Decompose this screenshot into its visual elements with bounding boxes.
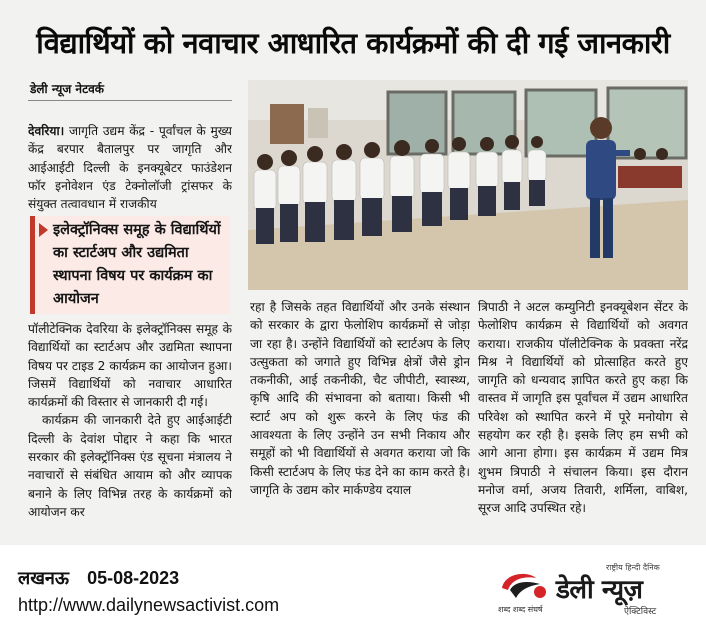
highlight-arrow-icon bbox=[39, 223, 48, 237]
article-intro bbox=[28, 122, 232, 214]
article-column-2 bbox=[250, 298, 470, 544]
column-1-paragraph-1: पॉलीटेक्निक देवरिया के इलेक्ट्रॉनिक्स समूह के विद्यार्थियों का स्टार्टअप और उद्यमिता स्थापना विषय पर टाइड 2 कार्यक्रम का आयोजन हुआ। जिसमें विद्यार्थियों को नवाचार आधारित कार्यक्रमों की विस्तार से जानकारी दी गई। bbox=[28, 322, 232, 410]
article-headline: विद्यार्थियों को नवाचार आधारित कार्यक्रमों की दी गई जानकारी bbox=[36, 25, 670, 60]
newspaper-logo-icon bbox=[496, 568, 552, 604]
brand-tagline: शब्द शब्द संघर्ष bbox=[498, 605, 543, 614]
article-intro-text: जागृति उद्यम केंद्र - पूर्वांचल के मुख्य केंद्र बरपार बैतालपुर पर जागृति और आईआईटी दिल्ली के इनक्यूबेटर फाउंडेशन फॉर इनोवेशन एंड टेक्नोलॉजी ट्रांसफर के संयुक्त तत्वावधान में राजकीय bbox=[28, 124, 232, 212]
article-column-3 bbox=[478, 298, 688, 544]
event-photo bbox=[248, 80, 688, 290]
byline-divider bbox=[28, 100, 232, 101]
website-url[interactable]: http://www.dailynewsactivist.com bbox=[18, 595, 280, 615]
edition-line bbox=[18, 566, 179, 590]
article-dateline: देवरिया। bbox=[28, 124, 65, 138]
edition-city: लखनऊ bbox=[18, 568, 70, 588]
highlight-text: इलेक्ट्रॉनिक्स समूह के विद्यार्थियों का स्टार्टअप और उद्यमिता स्थापना विषय पर कार्यक्रम का आयोजन bbox=[53, 222, 221, 307]
newspaper-brand bbox=[496, 562, 692, 620]
article-column-1 bbox=[28, 320, 232, 544]
column-2-text: रहा है जिसके तहत विद्यार्थियों और उनके संस्थान को सरकार के द्वारा फेलोशिप कार्यक्रमों से जोड़ा जा रहा है। उन्होंने विद्यार्थियों को स्टार्टअप के लिए उत्सुकता को जगाते हुए विभिन्न क्षेत्रों जैसे ड्रोन तकनीकी, आई तकनीकी, चैट जीपीटी, स्वास्थ्य, कृषि आदि की संभावना को बताया। किसी भी स्टार्ट अप को शुरू करने के लिए फंड की आवश्यता के लिए उन्होंने उन सभी निकाय और समूहों को भी विद्यार्थियों से अवगत कराया जो कि किसी स्टार्टअप के लिए फंड देने का काम करते है। जागृति के उद्यम कोर मार्कण्डेय दयाल bbox=[250, 300, 470, 497]
edition-date: 05-08-2023 bbox=[87, 568, 180, 588]
brand-name: डेली न्यूज़ bbox=[556, 575, 643, 605]
brand-activist: ऐक्टिविस्ट bbox=[624, 607, 657, 617]
column-3-text: त्रिपाठी ने अटल कम्युनिटी इनक्यूबेशन सेंटर के फेलोशिप कार्यक्रम से विद्यार्थियों को अवगत कराया। राजकीय पॉलीटेक्निक के प्रवक्ता नरेंद्र मिश्र ने विद्यार्थियों को प्रोत्साहित करते हुए जागृति को धन्यवाद ज्ञापित करते हुए कहा कि वास्तव में जागृति इस पूर्वांचल में उद्यम आधारित परिवेश को स्थापित करने में पूरे मनोयोग से सहयोग कर रही है। इसके लिए हम सभी को आगे आना होगा। इस कार्यक्रम में उद्यम मित्र शुभम त्रिपाठी ने संचालन किया। इस दौरान मनोज वर्मा, अजय तिवारी, शर्मिला, वाबिश, सूरज आदि उपस्थित रहे। bbox=[478, 300, 688, 516]
brand-subtitle: राष्ट्रीय हिन्दी दैनिक bbox=[606, 563, 660, 572]
classroom-photo-illustration bbox=[248, 80, 688, 290]
article-highlight-box bbox=[30, 216, 230, 314]
article-byline: डेली न्यूज नेटवर्क bbox=[30, 82, 105, 96]
column-1-paragraph-2: कार्यक्रम की जानकारी देते हुए आईआईटी दिल्ली के देवांश पोद्दार ने कहा कि भारत सरकार की इलेक्ट्रॉनिक्स एंड सूचना मंत्रालय ने नवाचारों से संबंधित आयाम को और व्यापक बनाने के लिए विभिन्न तरह के कार्यक्रमों को आयोजन कर bbox=[28, 413, 232, 519]
